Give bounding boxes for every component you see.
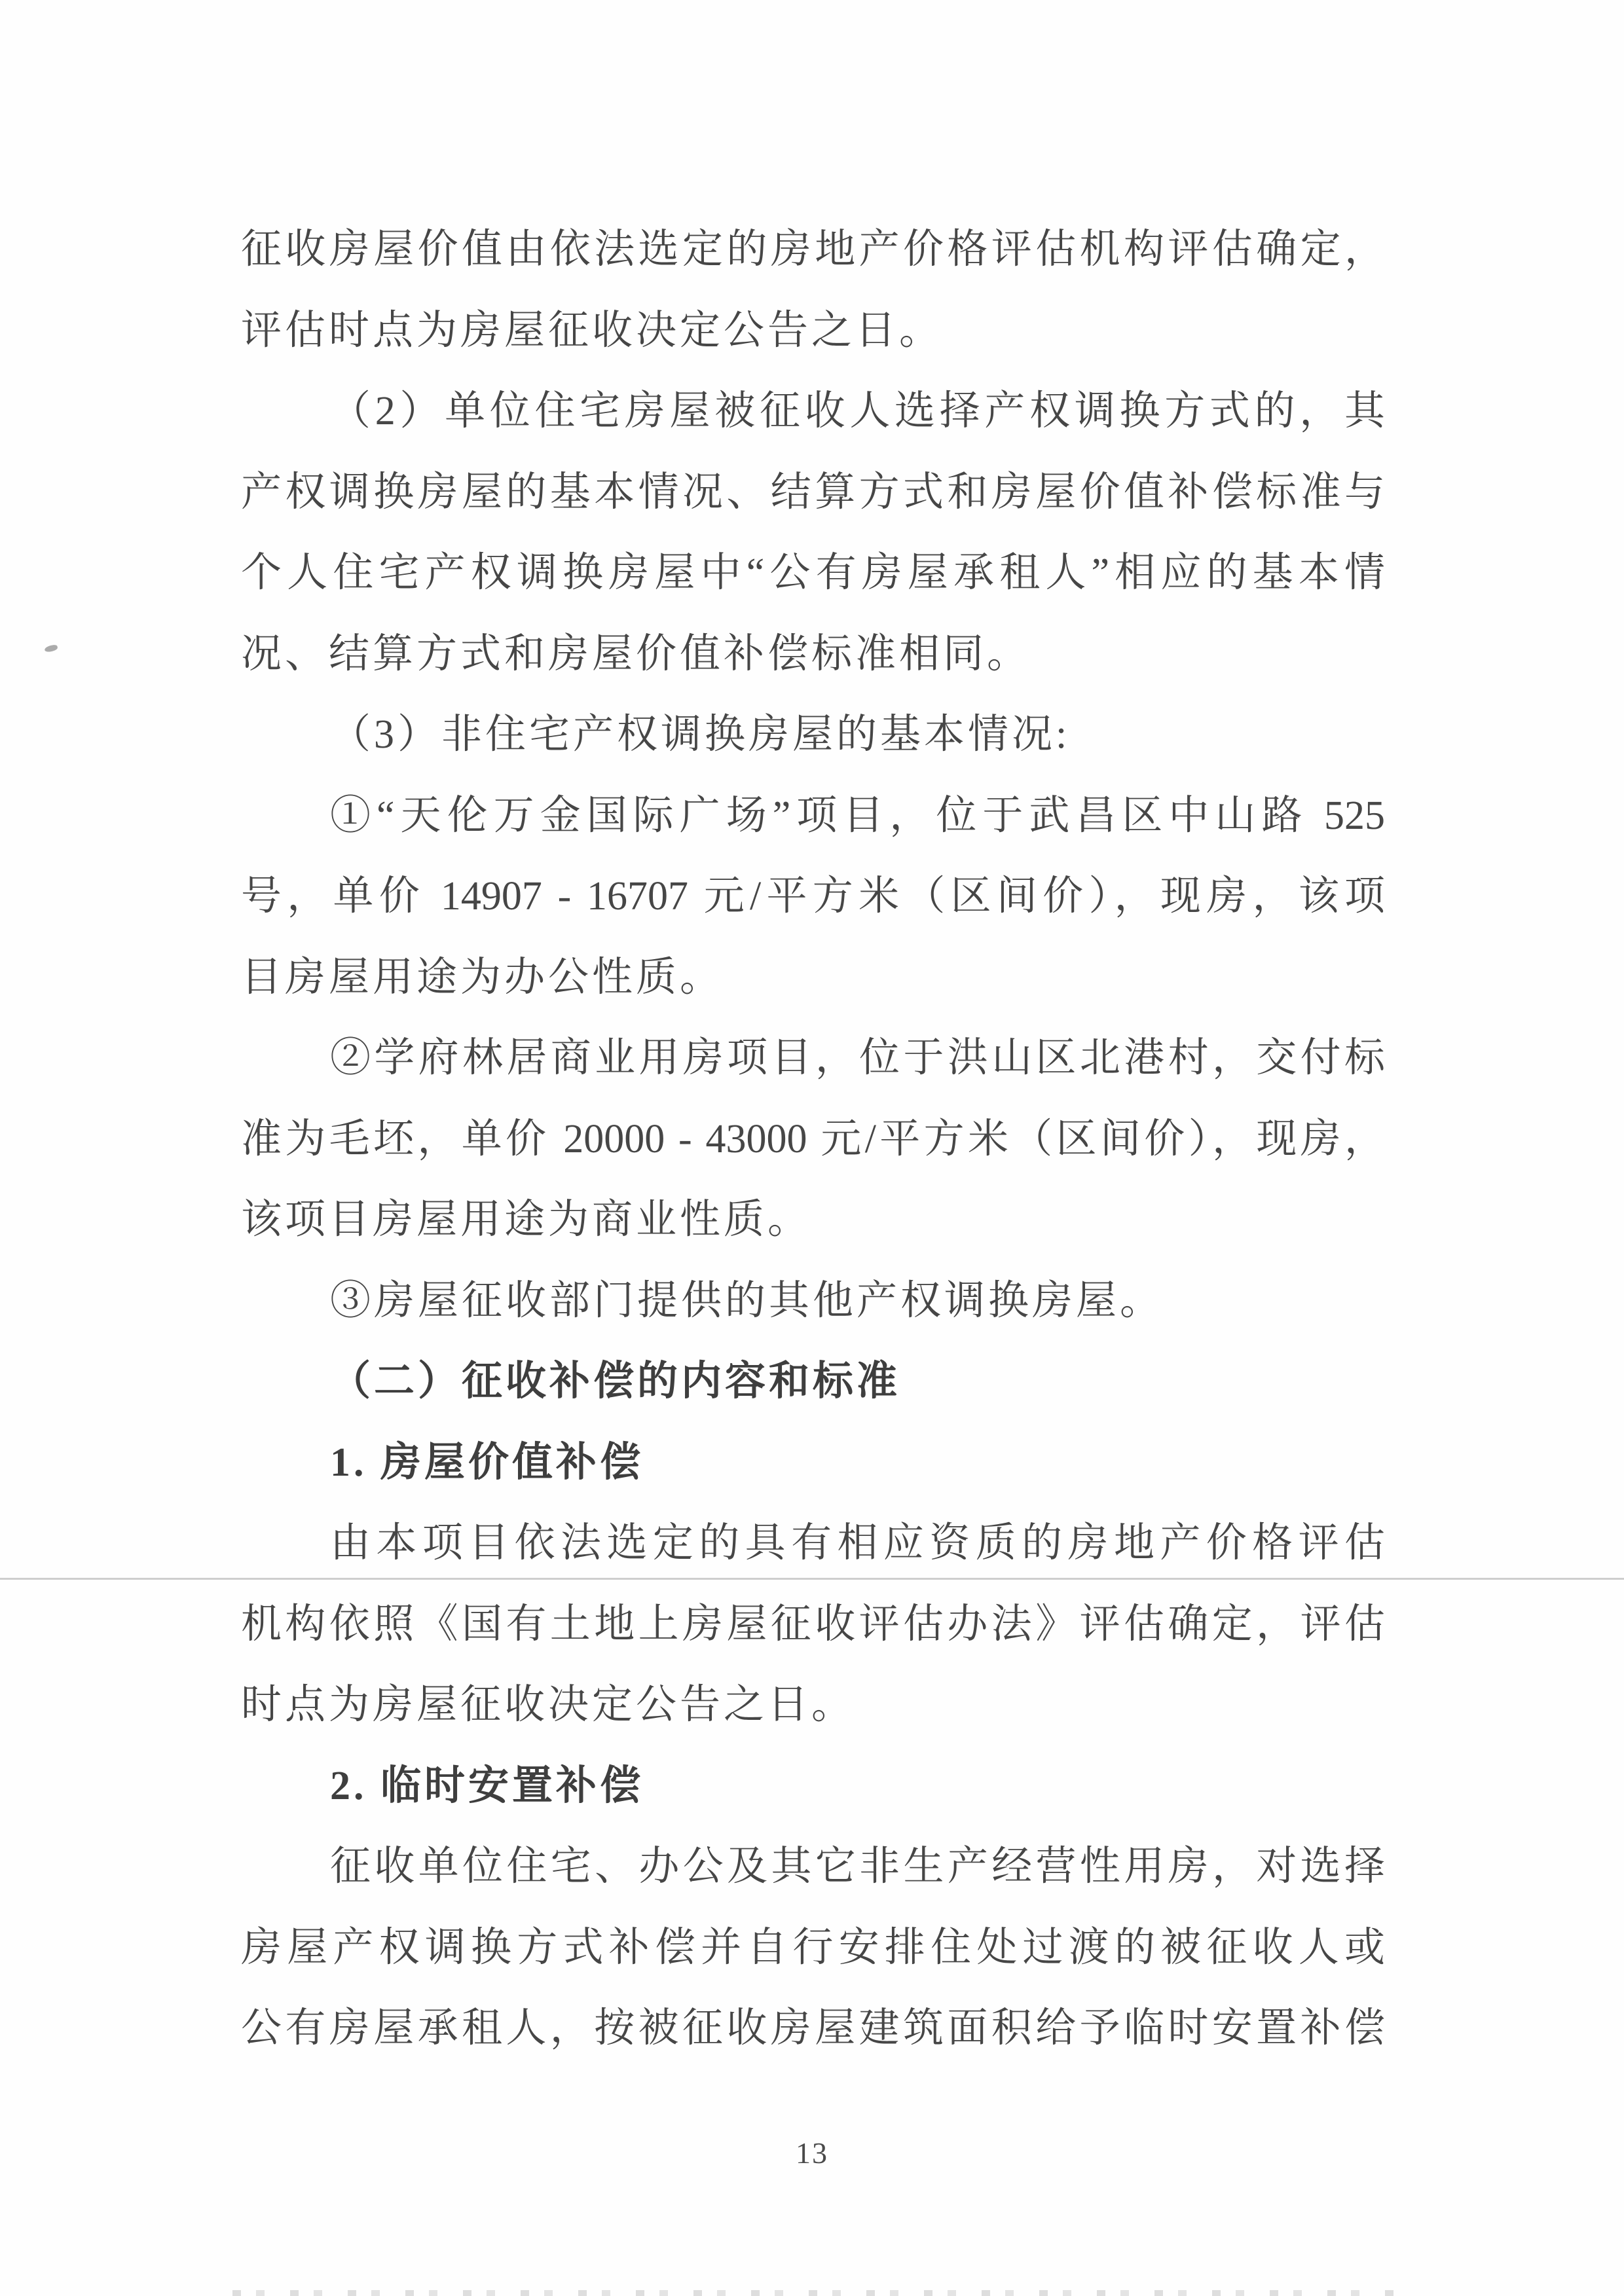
text-line: 准为毛坯，单价 20000 - 43000 元/平方米（区间价），现房， xyxy=(241,1116,1385,1161)
text-line: 目房屋用途为办公性质。 xyxy=(241,955,724,1000)
text-line: 时点为房屋征收决定公告之日。 xyxy=(241,1683,856,1727)
document-body xyxy=(241,210,1385,2069)
text-line: 个人住宅产权调换房屋中“公有房屋承租人”相应的基本情 xyxy=(241,551,1385,595)
text-line: 况、结算方式和房屋价值补偿标准相同。 xyxy=(241,631,1031,676)
text-line: 1. 房屋价值补偿 xyxy=(330,1440,644,1485)
text-line: （3）非住宅产权调换房屋的基本情况: xyxy=(330,712,1071,757)
text-line: 由本项目依法选定的具有相应资质的房地产价格评估 xyxy=(330,1521,1385,1565)
text-line: 产权调换房屋的基本情况、结算方式和房屋价值补偿标准与 xyxy=(241,469,1385,515)
text-line: ③房屋征收部门提供的其他产权调换房屋。 xyxy=(330,1278,1164,1323)
text-line: （二）征收补偿的内容和标准 xyxy=(330,1359,901,1404)
text-line: 2. 临时安置补偿 xyxy=(330,1763,644,1808)
text-line: 征收单位住宅、办公及其它非生产经营性用房，对选择 xyxy=(330,1844,1385,1889)
scan-speck xyxy=(44,644,58,653)
text-line: 公有房屋承租人，按被征收房屋建筑面积给予临时安置补偿 xyxy=(241,2006,1385,2050)
text-line: 机构依照《国有土地上房屋征收评估办法》评估确定，评估 xyxy=(241,1601,1385,1647)
text-line: ②学府林居商业用房项目，位于洪山区北港村，交付标 xyxy=(330,1036,1385,1080)
text-line: ①“天伦万金国际广场”项目，位于武昌区中山路 525 xyxy=(330,793,1385,838)
text-line: （2）单位住宅房屋被征收人选择产权调换方式的，其 xyxy=(330,389,1385,433)
text-line: 该项目房屋用途为商业性质。 xyxy=(241,1197,812,1242)
scan-bottom-text-fragments xyxy=(232,2290,1398,2296)
text-line: 号，单价 14907 - 16707 元/平方米（区间价），现房，该项 xyxy=(241,874,1385,919)
text-line: 房屋产权调换方式补偿并自行安排住处过渡的被征收人或 xyxy=(241,1925,1385,1970)
text-line: 征收房屋价值由依法选定的房地产价格评估机构评估确定， xyxy=(241,227,1385,272)
text-line: 评估时点为房屋征收决定公告之日。 xyxy=(241,308,944,353)
page-number: 13 xyxy=(796,2136,828,2170)
